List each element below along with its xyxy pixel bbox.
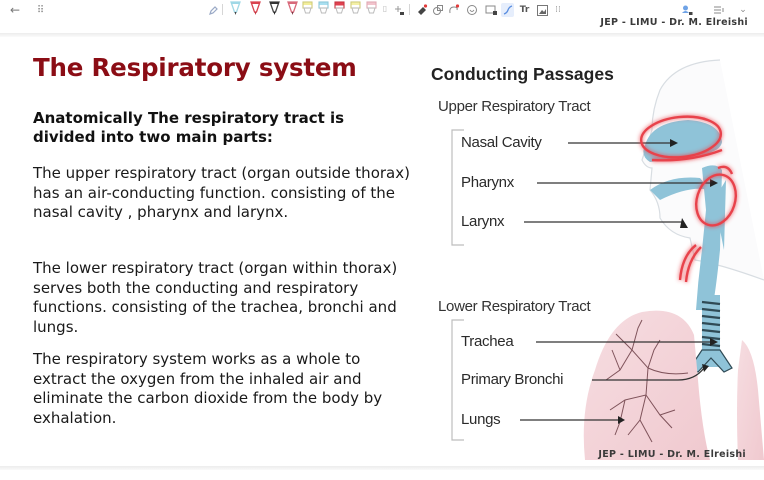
pen-light-blue-icon[interactable] [230,1,241,17]
highlighter-light-blue-icon[interactable] [318,1,329,17]
screenshot-icon[interactable] [485,3,498,17]
sticker-icon[interactable] [466,3,478,17]
slide-subheading: Anatomically The respiratory tract is divided into two main parts: [33,109,345,146]
diagram-title: Conducting Passages [431,64,614,84]
pen-pink-icon[interactable] [287,1,298,17]
toolbar-divider [409,4,410,15]
paragraph-upper-tract: The upper respiratory tract (organ outside thorax) has an air-conducting function. consisting of the nasal cavity , pharynx and larynx. [33,164,410,221]
header-credit: JEP - LIMU - Dr. M. Elreishi [600,17,748,28]
page-list-icon[interactable] [713,3,725,17]
highlighter-yellow-2-icon[interactable] [350,1,361,17]
label-primary-bronchi: Primary Bronchi [461,371,564,388]
label-larynx: Larynx [461,213,505,230]
toolbar-divider [222,4,223,15]
respiratory-diagram [420,50,764,460]
footer-credit: JEP - LIMU - Dr. M. Elreishi [598,449,746,460]
label-trachea: Trachea [461,333,514,350]
pencil-icon[interactable] [208,3,218,17]
add-pen-icon[interactable] [394,3,406,17]
chevron-down-icon[interactable]: ⌄ [739,5,747,15]
paragraph-function: The respiratory system works as a whole to extract the oxygen from the inhaled air and eliminate the carbon dioxide from the body by exhalation. [33,350,383,427]
lasso-shapes-icon[interactable] [432,3,444,17]
highlighter-yellow-icon[interactable] [302,1,313,17]
pen-black-icon[interactable] [269,1,280,17]
page-bottom-divider [0,466,764,470]
lasso-select-icon[interactable] [448,3,460,17]
text-tool-icon[interactable]: Tr [519,5,530,15]
slide-title: The Respiratory system [33,53,357,82]
image-insert-icon[interactable] [536,3,548,17]
back-arrow-icon[interactable]: ← [9,3,21,17]
paragraph-lower-tract: The lower respiratory tract (organ within thorax) serves both the conducting and respiratory functions. consisting of the trachea, bronchi and lungs. [33,259,398,336]
laser-pointer-icon[interactable] [501,3,514,17]
record-audio-icon[interactable] [680,3,694,17]
eraser-icon[interactable] [416,3,428,17]
annotation-toolbar [0,0,764,28]
lower-tract-heading: Lower Respiratory Tract [438,298,591,315]
grid-menu-icon[interactable]: ⠿ [36,4,44,16]
drag-handle-icon[interactable]: ⁞⁞ [555,5,561,15]
pen-more-icon[interactable]: ▯ [382,3,388,13]
highlighter-red-icon[interactable] [334,1,345,17]
highlighter-pink-icon[interactable] [366,1,377,17]
label-nasal-cavity: Nasal Cavity [461,134,542,151]
slide-canvas[interactable] [0,37,764,461]
label-pharynx: Pharynx [461,174,514,191]
label-lungs: Lungs [461,411,501,428]
upper-tract-heading: Upper Respiratory Tract [438,98,591,115]
pen-red-icon[interactable] [250,1,261,17]
